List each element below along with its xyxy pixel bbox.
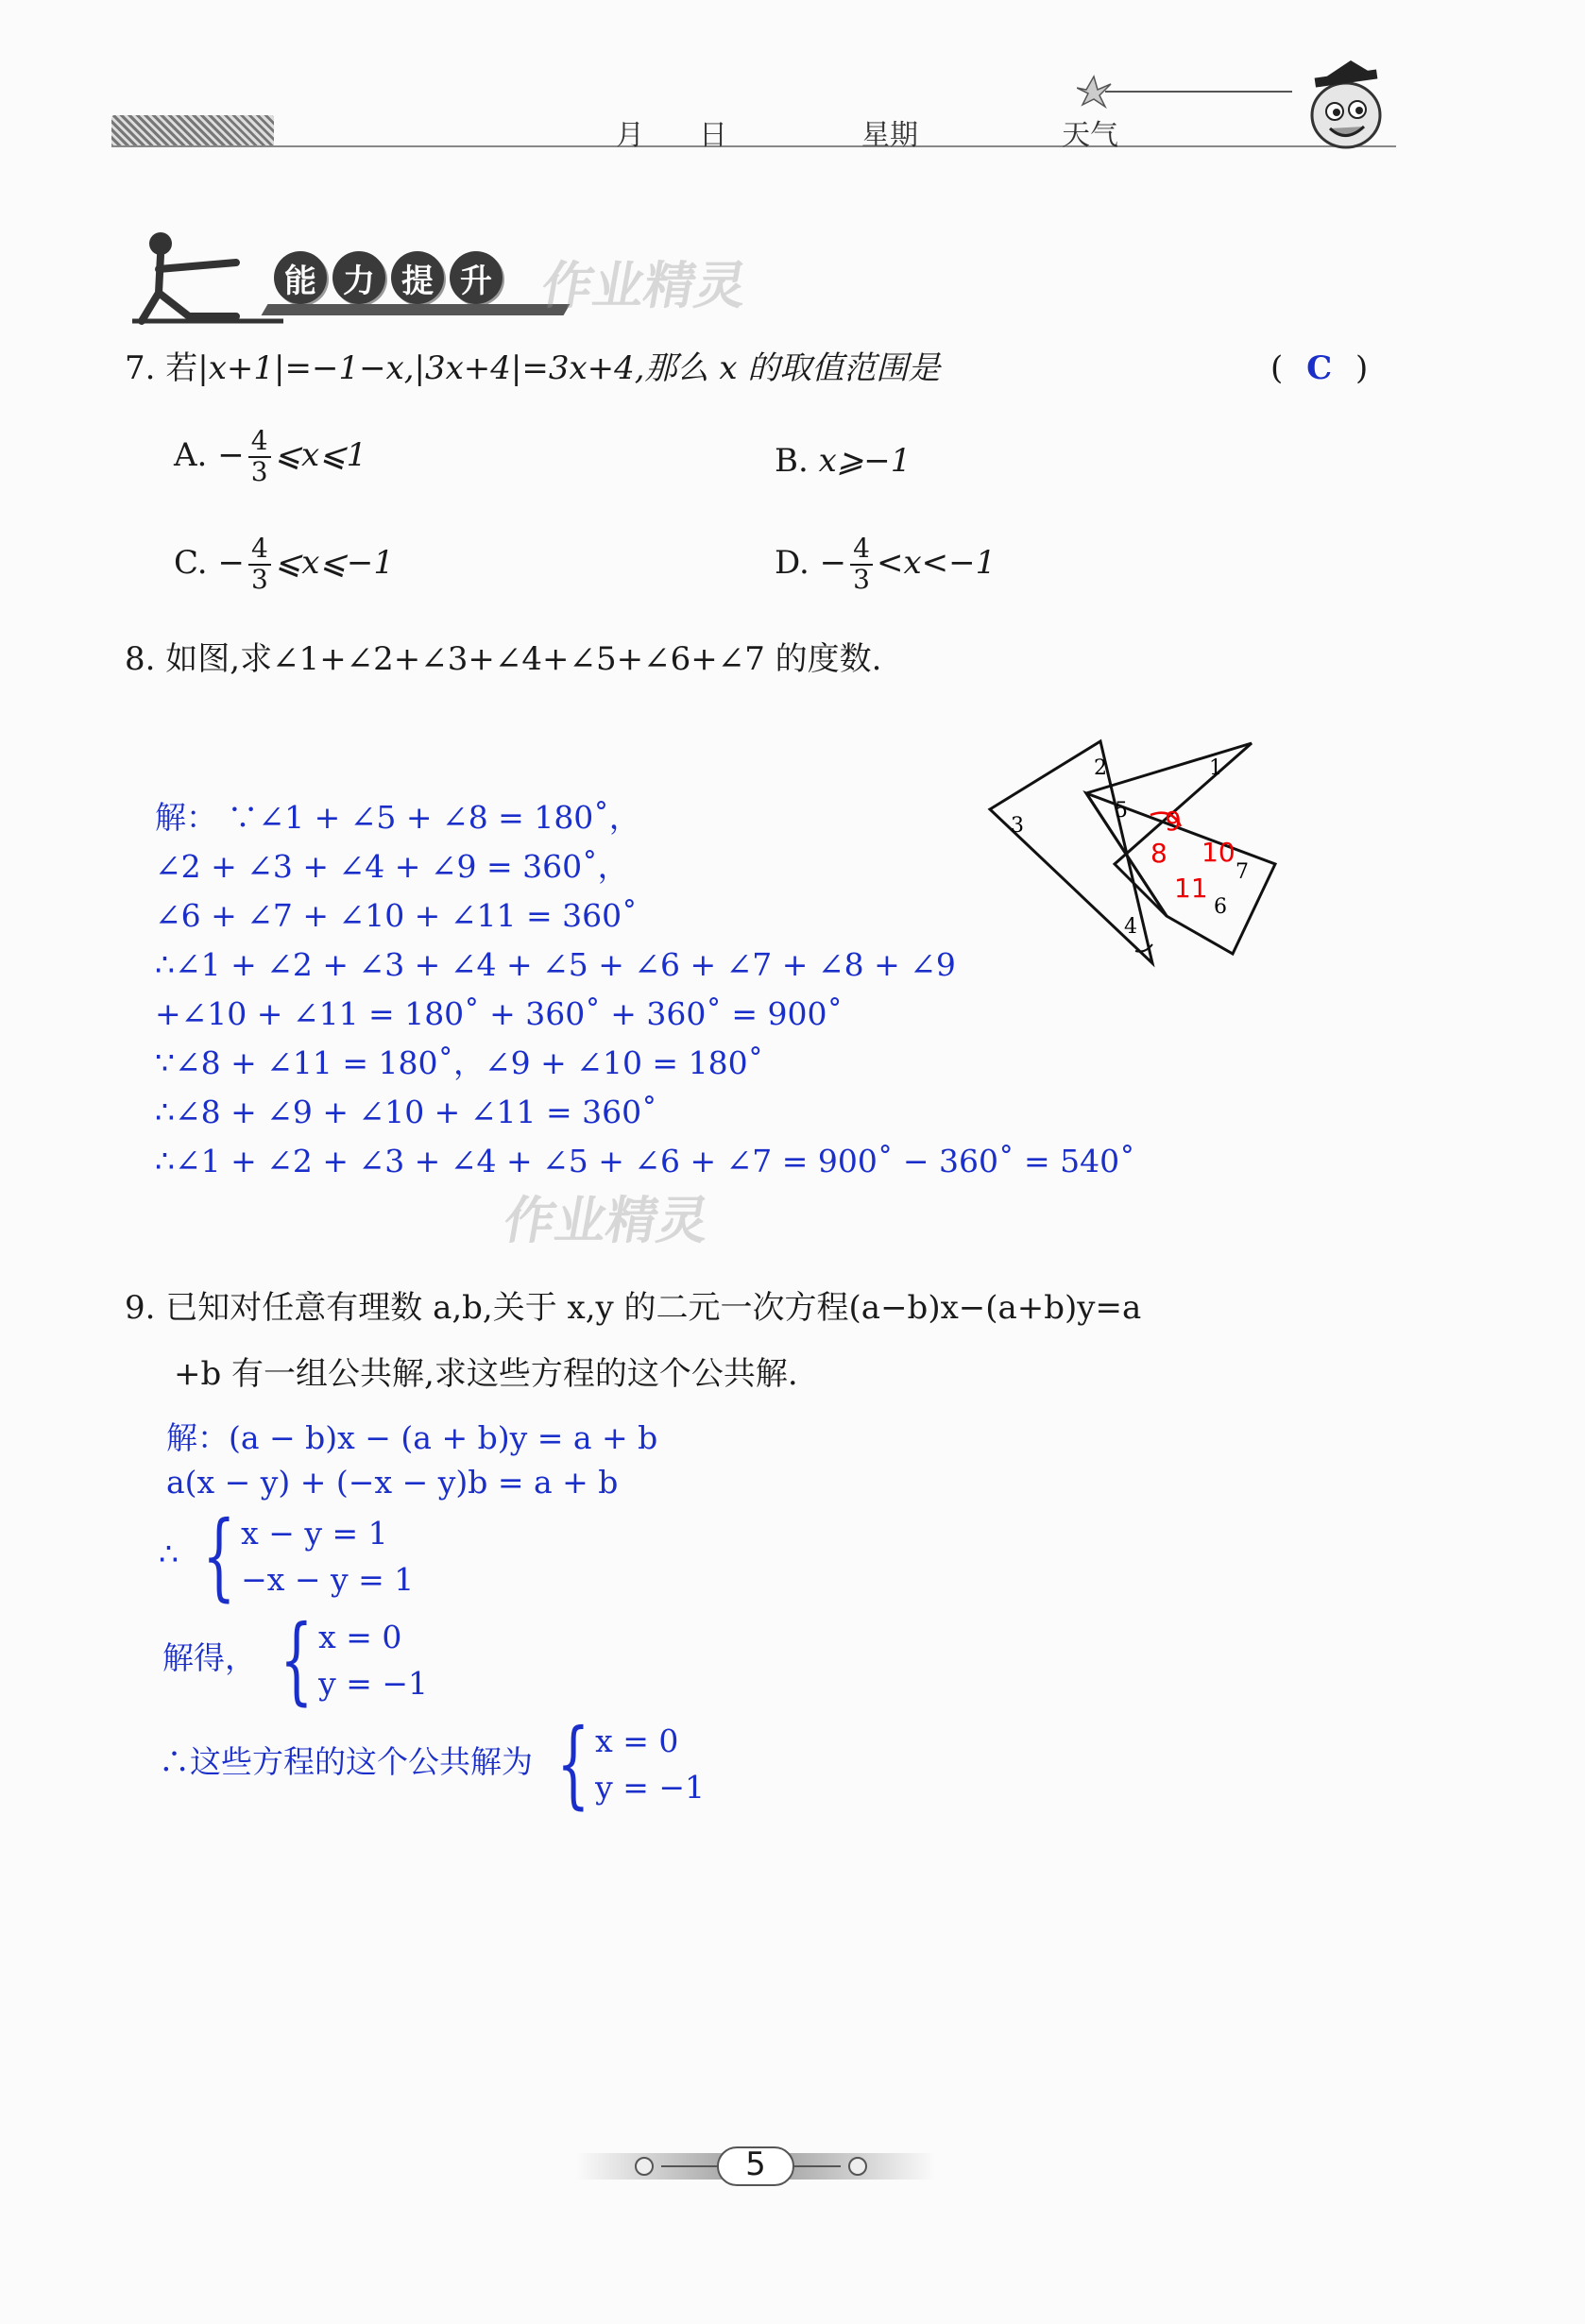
option-sign: − <box>217 435 245 474</box>
figure-label-5: 5 <box>1115 799 1128 823</box>
header-decoration <box>111 115 274 147</box>
figure-label-6: 6 <box>1214 895 1227 919</box>
pinwheel-icon <box>1077 71 1294 109</box>
header-day: 日 <box>699 119 727 152</box>
fraction <box>248 427 271 487</box>
q9-solution-line: a(x − y) + (−x − y)b = a + b <box>166 1464 619 1501</box>
question-text: 若 <box>165 349 198 387</box>
equation: x = 0 <box>595 1722 679 1759</box>
solution-line: ∠6 + ∠7 + ∠10 + ∠11 = 360˚ <box>155 897 638 934</box>
section-char: 力 <box>332 251 385 304</box>
solution-line: ∴∠1 + ∠2 + ∠3 + ∠4 + ∠5 + ∠6 + ∠7 + ∠8 + ∠9 <box>155 946 956 983</box>
system-prefix: ∴ <box>159 1535 179 1572</box>
question-number: 7. <box>125 349 156 387</box>
equation-system: { x = 0 y = −1 <box>555 1708 706 1819</box>
option-text: ⩽x⩽−1 <box>274 543 395 582</box>
figure-label-11: 11 <box>1174 873 1208 904</box>
figure-label-9: 9 <box>1165 806 1182 837</box>
solution-line: +∠10 + ∠11 = 180˚ + 360˚ + 360˚ = 900˚ <box>155 995 844 1032</box>
answer-open-paren: ( <box>1270 349 1284 387</box>
equation: y = −1 <box>595 1769 706 1806</box>
answer-close-paren: ) <box>1355 349 1369 387</box>
question-text: 已知对任意有理数 a,b,关于 x,y 的二元一次方程(a−b)x−(a+b)y=a <box>165 1289 1142 1327</box>
solution-line: ∠2 + ∠3 + ∠4 + ∠9 = 360˚， <box>155 848 629 885</box>
numerator: 4 <box>248 534 271 566</box>
q9-system-3 <box>159 1708 706 1819</box>
option-label: C. <box>174 543 208 582</box>
solution-line: 解： ∵∠1 + ∠5 + ∠8 = 180˚， <box>155 799 640 836</box>
section-title <box>274 250 503 305</box>
system-prefix: ∴这些方程的这个公共解为 <box>159 1743 533 1780</box>
question-math: |x+1|=−1−x,|3x+4|=3x+4,那么 x 的取值范围是 <box>197 349 941 387</box>
question-text: 如图,求∠1+∠2+∠3+∠4+∠5+∠6+∠7 的度数. <box>165 640 882 678</box>
option-label: A. <box>174 435 208 474</box>
option-text: ⩽x⩽1 <box>274 435 367 474</box>
fraction <box>248 534 271 595</box>
denominator: 3 <box>250 563 268 595</box>
question-text: +b 有一组公共解,求这些方程的这个公共解. <box>174 1355 798 1393</box>
header-weekday: 星期 <box>861 119 918 152</box>
answer-choice: C <box>1306 349 1333 387</box>
header-weather: 天气 <box>1062 119 1118 152</box>
option-text: <x<−1 <box>877 543 997 582</box>
question-9 <box>125 1286 1141 1332</box>
header-month: 月 <box>616 119 644 152</box>
solution-line: ∴∠8 + ∠9 + ∠10 + ∠11 = 360˚ <box>155 1094 657 1130</box>
option-text: x⩾−1 <box>818 442 912 480</box>
figure-label-3: 3 <box>1011 814 1024 838</box>
equation: x − y = 1 <box>241 1515 388 1552</box>
figure-label-7: 7 <box>1236 860 1249 884</box>
equation-system: { x − y = 1 −x − y = 1 <box>201 1501 415 1611</box>
page-number: 5 <box>745 2146 766 2183</box>
banner-underline <box>262 304 571 315</box>
figure-label-4: 4 <box>1124 915 1137 939</box>
option-a <box>174 427 366 487</box>
mascot-icon <box>1294 57 1398 161</box>
figure-label-1: 1 <box>1209 756 1222 780</box>
watermark: 作业精灵 <box>537 256 752 315</box>
option-label: B. <box>775 442 809 480</box>
solution-line: ∴∠1 + ∠2 + ∠3 + ∠4 + ∠5 + ∠6 + ∠7 = 900˚ − 360˚ = 540˚ <box>155 1143 1135 1179</box>
section-char: 能 <box>274 251 327 304</box>
option-sign: − <box>819 543 847 582</box>
question-number: 9. <box>125 1289 156 1327</box>
header-rule <box>111 145 1396 147</box>
question-7 <box>125 347 940 392</box>
answer-slot <box>1270 347 1368 392</box>
equation: y = −1 <box>318 1665 429 1702</box>
question-number: 8. <box>125 640 156 678</box>
equation-system: { x = 0 y = −1 <box>279 1604 429 1715</box>
option-c <box>174 534 394 595</box>
solution-line: ∵∠8 + ∠11 = 180˚，∠9 + ∠10 = 180˚ <box>155 1044 764 1081</box>
denominator: 3 <box>250 455 268 487</box>
numerator: 4 <box>850 534 873 566</box>
figure-label-2: 2 <box>1094 756 1107 780</box>
numerator: 4 <box>248 427 271 458</box>
system-prefix: 解得， <box>162 1639 256 1676</box>
option-sign: − <box>217 543 245 582</box>
figure-label-8: 8 <box>1150 838 1167 869</box>
fraction <box>850 534 873 595</box>
equation: x = 0 <box>318 1619 402 1655</box>
q9-solution-line: 解：(a − b)x − (a + b)y = a + b <box>166 1419 658 1456</box>
section-char: 提 <box>391 251 444 304</box>
q8-solution <box>155 793 1135 1186</box>
figure-label-10: 10 <box>1202 837 1236 868</box>
equation: −x − y = 1 <box>241 1561 415 1598</box>
option-label: D. <box>775 543 810 582</box>
section-char: 升 <box>450 251 503 304</box>
question-9-cont <box>174 1352 798 1398</box>
question-8 <box>125 637 881 683</box>
denominator: 3 <box>853 563 870 595</box>
q9-system-1 <box>159 1501 415 1611</box>
option-b <box>775 442 911 480</box>
watermark: 作业精灵 <box>499 1191 714 1250</box>
q9-system-2 <box>162 1604 429 1715</box>
option-d <box>775 534 996 595</box>
